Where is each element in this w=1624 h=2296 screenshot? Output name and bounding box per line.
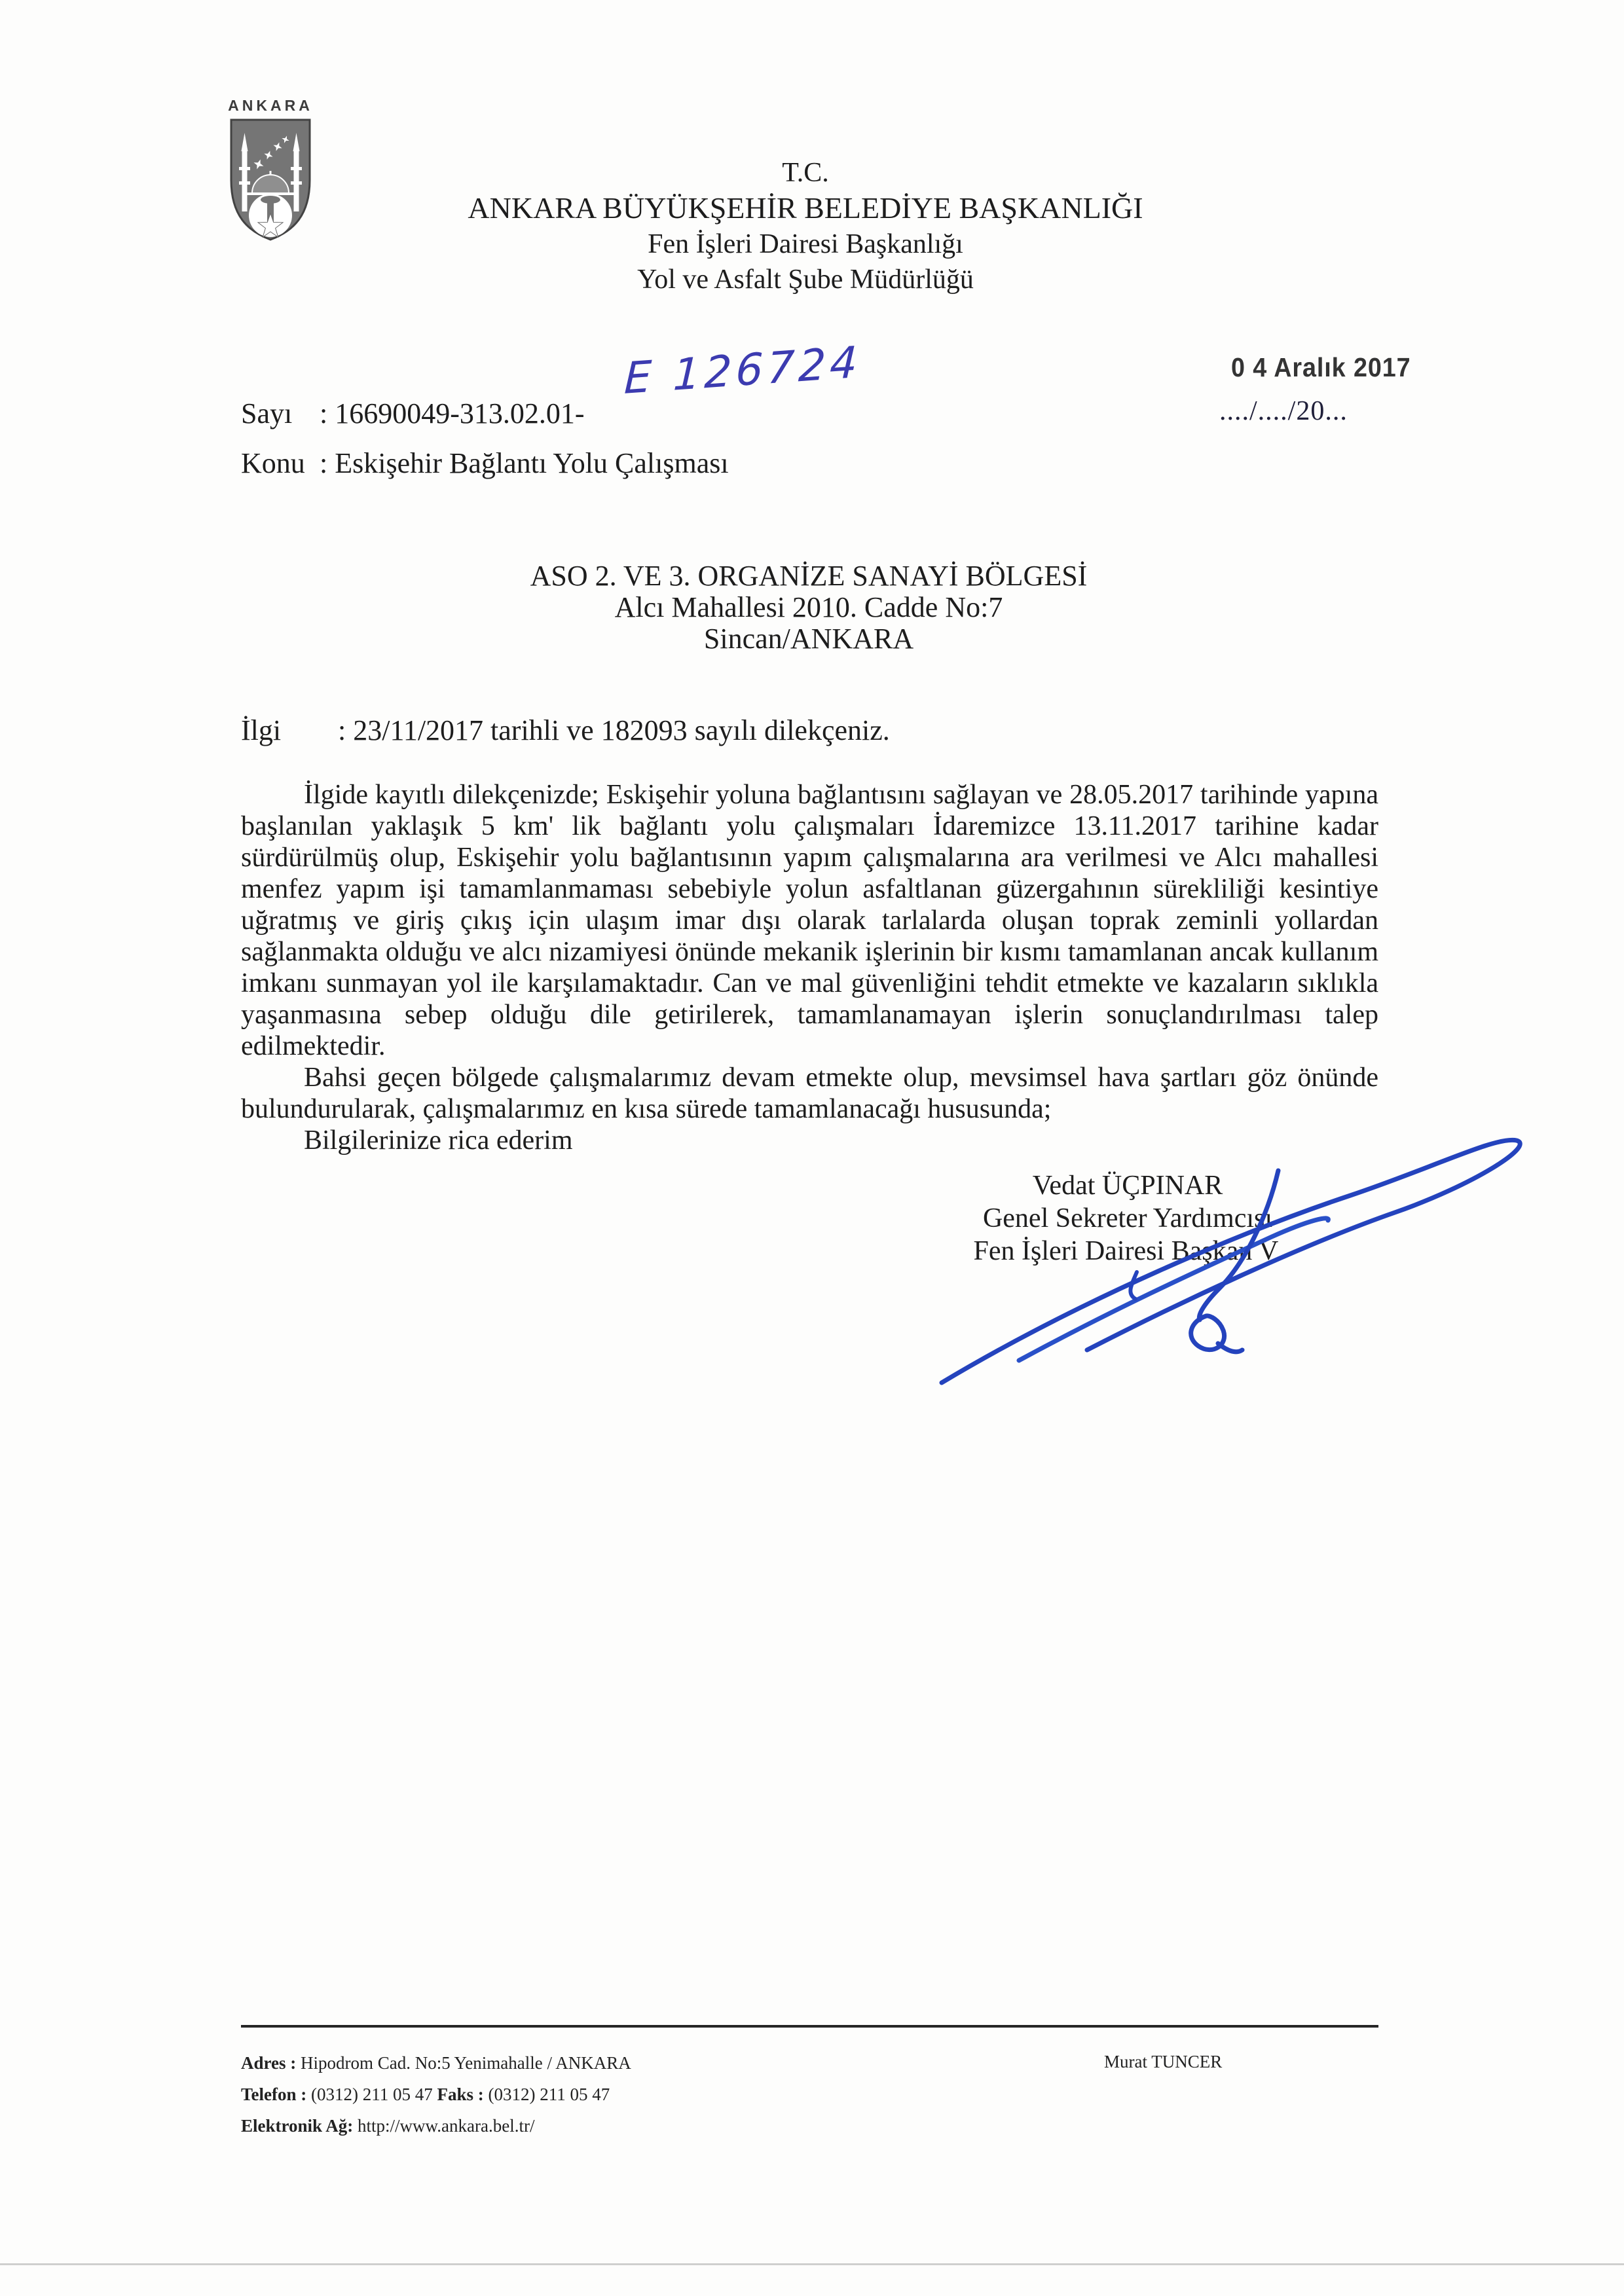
recipient-line-2: Alcı Mahallesi 2010. Cadde No:7 bbox=[614, 591, 1003, 623]
signatory-title-2: Fen İşleri Dairesi Başkan V. bbox=[973, 1236, 1282, 1266]
phone-value: (0312) 211 05 47 bbox=[311, 2085, 433, 2104]
address-label: Adres : bbox=[241, 2053, 297, 2073]
address-value: Hipodrom Cad. No:5 Yenimahalle / ANKARA bbox=[301, 2053, 631, 2073]
scan-artifact-line bbox=[0, 2263, 1624, 2265]
konu-label: Konu bbox=[241, 447, 305, 479]
ilgi-value: : 23/11/2017 tarihli ve 182093 sayılı dilekçeniz. bbox=[338, 714, 890, 746]
logo-wordmark: ANKARA bbox=[228, 97, 313, 114]
ilgi-label: İlgi bbox=[241, 714, 282, 746]
body-paragraph-2: Bahsi geçen bölgede çalışmalarımız devam etmekte olup, mevsimsel hava şartları göz önünde bulundurularak, çalışmalarımız en kısa sürede tamamlanacağı hususunda; bbox=[241, 1063, 1378, 1124]
footer bbox=[241, 2025, 1378, 2141]
header-tc: T.C. bbox=[782, 158, 829, 188]
web-label: Elektronik Ağ: bbox=[241, 2116, 354, 2136]
header-title: ANKARA BÜYÜKŞEHİR BELEDİYE BAŞKANLIĞI bbox=[468, 191, 1143, 225]
handwritten-signature-stroke bbox=[904, 1074, 1624, 1467]
recipient-line-3: Sincan/ANKARA bbox=[703, 623, 914, 655]
web-value: http://www.ankara.bel.tr/ bbox=[358, 2116, 535, 2136]
signatory-title-1: Genel Sekreter Yardımcısı bbox=[982, 1203, 1273, 1233]
sayi-row bbox=[241, 397, 585, 430]
date-stamp: 0 4 Aralık 2017 bbox=[1231, 352, 1411, 382]
phone-label: Telefon : bbox=[241, 2085, 307, 2104]
konu-value: : Eskişehir Bağlantı Yolu Çalışması bbox=[320, 447, 729, 479]
body-paragraph-1: İlgide kayıtlı dilekçenizde; Eskişehir yoluna bağlantısını sağlayan ve 28.05.2017 tarihinde yapına başlanılan yaklaşık 5 km' lik bağlantı yolu çalışmaları İdaremizce 13.11.2017 tarihine kadar sürdürülmüş olup, Eskişehir yolu bağlantısının yapım çalışmalarına ara verilmesi ve Alcı mahallesi menfez yapım işi tamamlanmaması sebebiyle yolun asfaltlanan güzergahının sürekliliği kesintiye uğratmış ve giriş çıkış için ulaşım imar dışı olarak tarlalarda oluşan toprak zeminli yollardan sağlanmakta olduğu ve alcı nizamiyesi önünde mekanik işlerinin bir kısmı tamamlanan ancak kullanım imkanı sunmayan yol ile karşılamaktadır. Can ve mal güvenliğini tehdit etmekte ve kazaların sıklıkla yaşanmasına sebep olduğu dile getirilerek, tamamlanamayan işlerin sonuçlandırılması talep edilmektedir. bbox=[241, 780, 1378, 1061]
body-paragraph-3: Bilgilerinize rica ederim bbox=[304, 1125, 573, 1156]
signatory-name: Vedat ÜÇPINAR bbox=[1032, 1171, 1223, 1201]
fax-value: (0312) 211 05 47 bbox=[488, 2085, 610, 2104]
konu-row bbox=[241, 446, 729, 480]
date-blank-line: ..../..../20... bbox=[1219, 396, 1348, 426]
footer-contact-name: Murat TUNCER bbox=[1104, 2052, 1223, 2071]
web-row bbox=[241, 2110, 1378, 2141]
fax-label: Faks : bbox=[437, 2085, 484, 2104]
phone-row bbox=[241, 2079, 1378, 2110]
recipient-line-1: ASO 2. VE 3. ORGANİZE SANAYİ BÖLGESİ bbox=[530, 560, 1088, 592]
letterhead bbox=[7, 156, 1604, 297]
footer-divider bbox=[241, 2025, 1378, 2028]
handwritten-document-number: E 126724 bbox=[623, 337, 862, 404]
recipient-block bbox=[242, 560, 1375, 655]
header-subtitle-1: Fen İşleri Dairesi Başkanlığı bbox=[648, 229, 963, 259]
header-subtitle-2: Yol ve Asfalt Şube Müdürlüğü bbox=[637, 264, 974, 295]
reference-row bbox=[241, 714, 890, 747]
sayi-label: Sayı bbox=[241, 397, 293, 429]
sayi-value: : 16690049-313.02.01- bbox=[320, 397, 585, 429]
